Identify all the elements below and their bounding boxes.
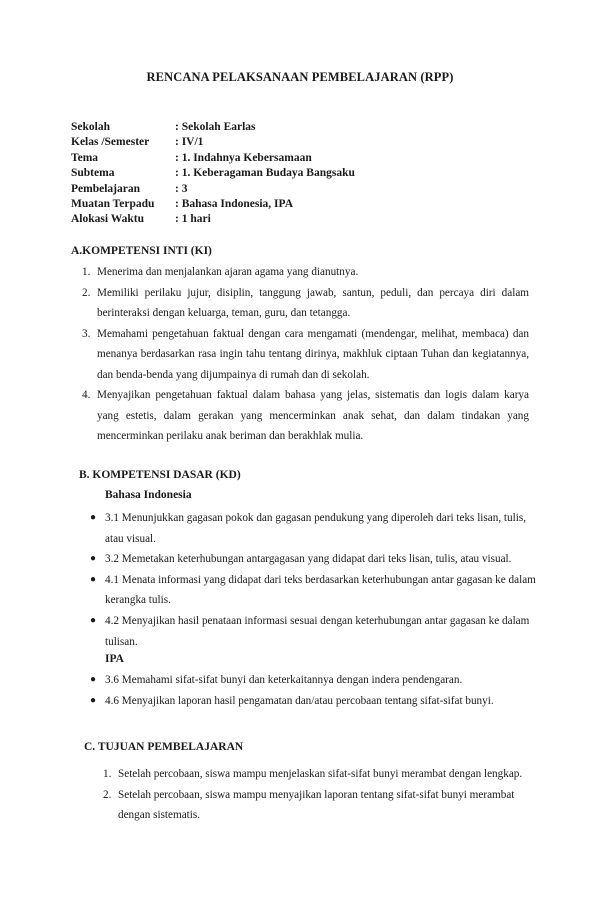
list-item [90,549,540,570]
list-item [82,324,529,386]
info-value: : 1 hari [175,213,211,226]
info-value: : IV/1 [175,136,204,149]
item-text: Memiliki perilaku jujur, disiplin, tanggung jawab, santun, peduli, dan percaya diri dalam berinteraksi dengan keluarga, teman, guru, dan tetangga. [97,286,529,320]
info-row-muatan [71,197,355,212]
list-item [82,283,529,324]
item-number: 3. [82,327,91,340]
info-label: Alokasi Waktu [71,213,144,226]
bullet-icon: ● [90,553,97,565]
list-item [90,570,540,611]
item-text: Menerima dan menjalankan ajaran agama yang dianutnya. [97,266,359,278]
item-number: 2. [103,788,112,801]
info-label: Sekolah [71,121,110,133]
item-number: 2. [82,286,91,299]
info-label: Kelas /Semester [71,136,150,149]
info-value: : Bahasa Indonesia, IPA [175,197,294,210]
info-label: Muatan Terpadu [71,197,155,210]
identity-table [71,120,355,228]
list-item [103,764,528,785]
group-title-ipa: IPA [105,653,124,665]
tujuan-pembelajaran-list [103,764,528,826]
section-c-heading: C. TUJUAN PEMBELAJARAN [84,741,244,753]
info-row-kelas [71,135,355,150]
info-value: : 1. Indahnya Kebersamaan [175,151,312,164]
section-a-heading: A.KOMPETENSI INTI (KI) [71,245,212,257]
list-item [82,385,529,447]
item-number: 4. [82,389,91,401]
document-title: RENCANA PELAKSANAAN PEMBELAJARAN (RPP) [146,70,454,84]
item-text: Setelah percobaan, siswa mampu menjelaskan sifat-sifat bunyi merambat dengan lengkap. [118,768,523,780]
list-item [90,508,540,549]
item-text: 3.2 Memetakan keterhubungan antargagasan yang didapat dari teks lisan, tulis, atau visual. [105,553,512,566]
item-text: 3.6 Memahami sifat-sifat bunyi dan keterkaitannya dengan indera pendengaran. [105,674,463,686]
bullet-icon: ● [90,614,97,626]
kd-bahasa-indonesia-list [90,508,540,652]
info-row-subtema [71,166,355,181]
info-label: Subtema [71,167,115,180]
item-text: 3.1 Menunjukkan gagasan pokok dan gagasan pendukung yang diperoleh dari teks lisan, tulis, atau visual. [105,512,526,545]
list-item [90,691,540,712]
info-row-tema [71,151,355,166]
list-item [90,611,540,652]
list-item [90,670,540,691]
info-row-pembelajaran [71,182,355,197]
item-number: 1. [103,768,112,780]
list-item [103,785,528,826]
info-label: Tema [71,151,99,164]
section-b-heading: B. KOMPETENSI DASAR (KD) [79,469,241,481]
item-text: 4.6 Menyajikan laporan hasil pengamatan dan/atau percobaan tentang sifat-sifat bunyi. [105,694,494,707]
item-text: Setelah percobaan, siswa mampu menyajikan laporan tentang sifat-sifat bunyi merambat dengan sistematis. [118,788,515,822]
info-value: : Sekolah Earlas [175,121,256,133]
list-item [82,262,529,283]
item-text: 4.1 Menata informasi yang didapat dari teks berdasarkan keterhubungan antar gagasan ke dalam kerangka tulis. [105,573,536,607]
bullet-icon: ● [90,674,97,685]
kompetensi-inti-list [82,262,529,447]
item-text: Menyajikan pengetahuan faktual dalam bahasa yang jelas, sistematis dan logis dalam karya yang estetis, dalam gerakan yang mencerminkan anak sehat, dan dalam tindakan yang mencerminkan perilaku anak beriman dan berakhlak mulia. [97,389,529,443]
group-title-bahasa-indonesia: Bahasa Indonesia [105,489,192,501]
bullet-icon: ● [90,573,97,585]
info-value: : 3 [175,182,188,195]
item-number: 1. [82,266,91,278]
item-text: Memahami pengetahuan faktual dengan cara mengamati (mendengar, melihat, membaca) dan menanya berdasarkan rasa ingin tahu tentang dirinya, makhluk ciptaan Tuhan dan kegiatannya, dan benda-benda yang dijumpainya di rumah dan di sekolah. [97,327,529,381]
info-value: : 1. Keberagaman Budaya Bangsaku [175,167,355,180]
kd-ipa-list [90,670,540,711]
bullet-icon: ● [90,694,97,706]
info-row-alokasi [71,212,355,227]
info-label: Pembelajaran [71,182,140,195]
info-row-sekolah [71,120,355,135]
bullet-icon: ● [90,512,97,523]
item-text: 4.2 Menyajikan hasil penataan informasi sesuai dengan keterhubungan antar gagasan ke dalam tulisan. [105,614,530,648]
